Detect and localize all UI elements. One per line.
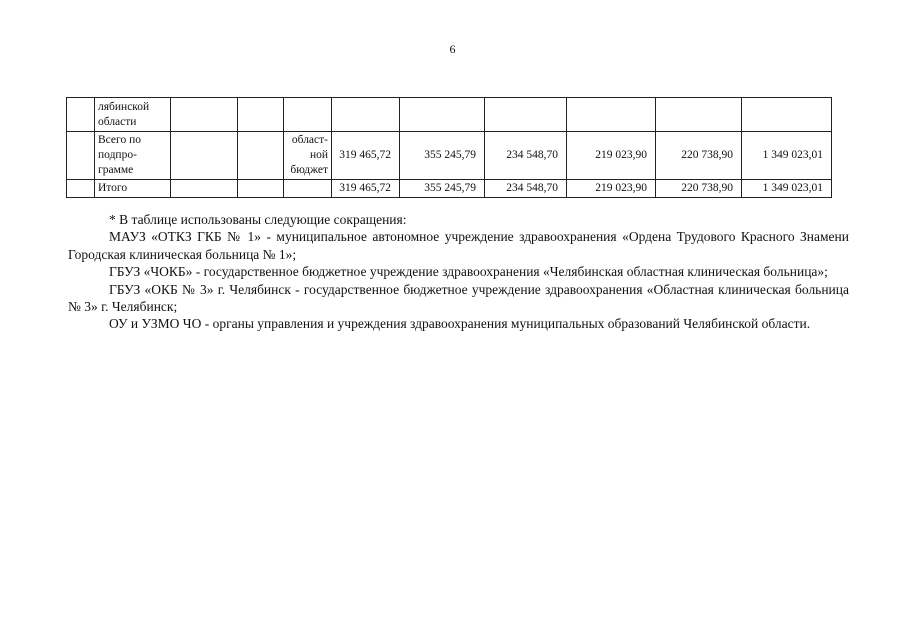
value-cell: 234 548,70 bbox=[485, 180, 567, 198]
row-name-line: области bbox=[98, 115, 137, 128]
abbreviation-note: ОУ и УЗМО ЧО - органы управления и учреждения здравоохранения муниципальных образований Челябинской области. bbox=[109, 316, 811, 332]
value-cell: 219 023,90 bbox=[567, 180, 656, 198]
table-cell bbox=[67, 180, 95, 198]
value-cell: 234 548,70 bbox=[485, 132, 567, 180]
table-cell bbox=[238, 180, 284, 198]
total-value-cell: 1 349 023,01 bbox=[742, 132, 832, 180]
value-cell: 220 738,90 bbox=[656, 180, 742, 198]
abbreviation-notes bbox=[68, 211, 849, 333]
row-name-line: подпро- bbox=[98, 149, 137, 161]
value-cell: 355 245,79 bbox=[400, 132, 485, 180]
value-cell: 219 023,90 bbox=[567, 132, 656, 180]
table-row bbox=[67, 98, 832, 132]
table-cell bbox=[238, 132, 284, 180]
value-cell: 355 245,79 bbox=[400, 180, 485, 198]
table-cell bbox=[284, 98, 332, 132]
budget-table bbox=[66, 97, 832, 198]
table-cell bbox=[332, 98, 400, 132]
funding-source-line: бюджет bbox=[290, 164, 328, 176]
row-name-line: лябинской bbox=[98, 100, 150, 113]
page-number: 6 bbox=[449, 42, 456, 56]
funding-source-line: област- bbox=[291, 134, 328, 146]
table-cell bbox=[171, 180, 238, 198]
row-name bbox=[95, 132, 171, 180]
table-cell bbox=[171, 98, 238, 132]
value-cell: 220 738,90 bbox=[656, 132, 742, 180]
abbreviation-note: ГБУЗ «ЧОКБ» - государственное бюджетное учреждение здравоохранения «Челябинская областная клиническая больница»; bbox=[109, 264, 828, 280]
table-cell bbox=[284, 180, 332, 198]
table-cell bbox=[400, 98, 485, 132]
funding-source-line: ной bbox=[309, 149, 328, 161]
table-cell bbox=[567, 98, 656, 132]
abbreviation-note: МАУЗ «ОТКЗ ГКБ № 1» - муниципальное автономное учреждение здравоохранения «Ордена Трудового Красного Знамени Городская клиническая больница № 1»; bbox=[68, 229, 849, 262]
notes-intro: * В таблице использованы следующие сокращения: bbox=[109, 212, 407, 227]
table-cell bbox=[67, 132, 95, 180]
table-cell bbox=[171, 132, 238, 180]
abbreviation-note: ГБУЗ «ОКБ № 3» г. Челябинск - государственное бюджетное учреждение здравоохранения «Областная клиническая больница № 3» г. Челябинск; bbox=[68, 281, 849, 315]
value-cell: 319 465,72 bbox=[332, 180, 400, 198]
funding-source bbox=[284, 132, 332, 180]
table-cell bbox=[656, 98, 742, 132]
table-cell bbox=[742, 98, 832, 132]
table-cell bbox=[67, 98, 95, 132]
table-cell bbox=[485, 98, 567, 132]
row-name bbox=[95, 98, 171, 132]
table-row bbox=[67, 132, 832, 180]
table-row bbox=[67, 180, 832, 198]
row-name: Итого bbox=[95, 180, 171, 198]
total-value-cell: 1 349 023,01 bbox=[742, 180, 832, 198]
row-name-line: Всего по bbox=[98, 134, 141, 146]
table-cell bbox=[238, 98, 284, 132]
value-cell: 319 465,72 bbox=[332, 132, 400, 180]
row-name-line: грамме bbox=[98, 164, 134, 176]
